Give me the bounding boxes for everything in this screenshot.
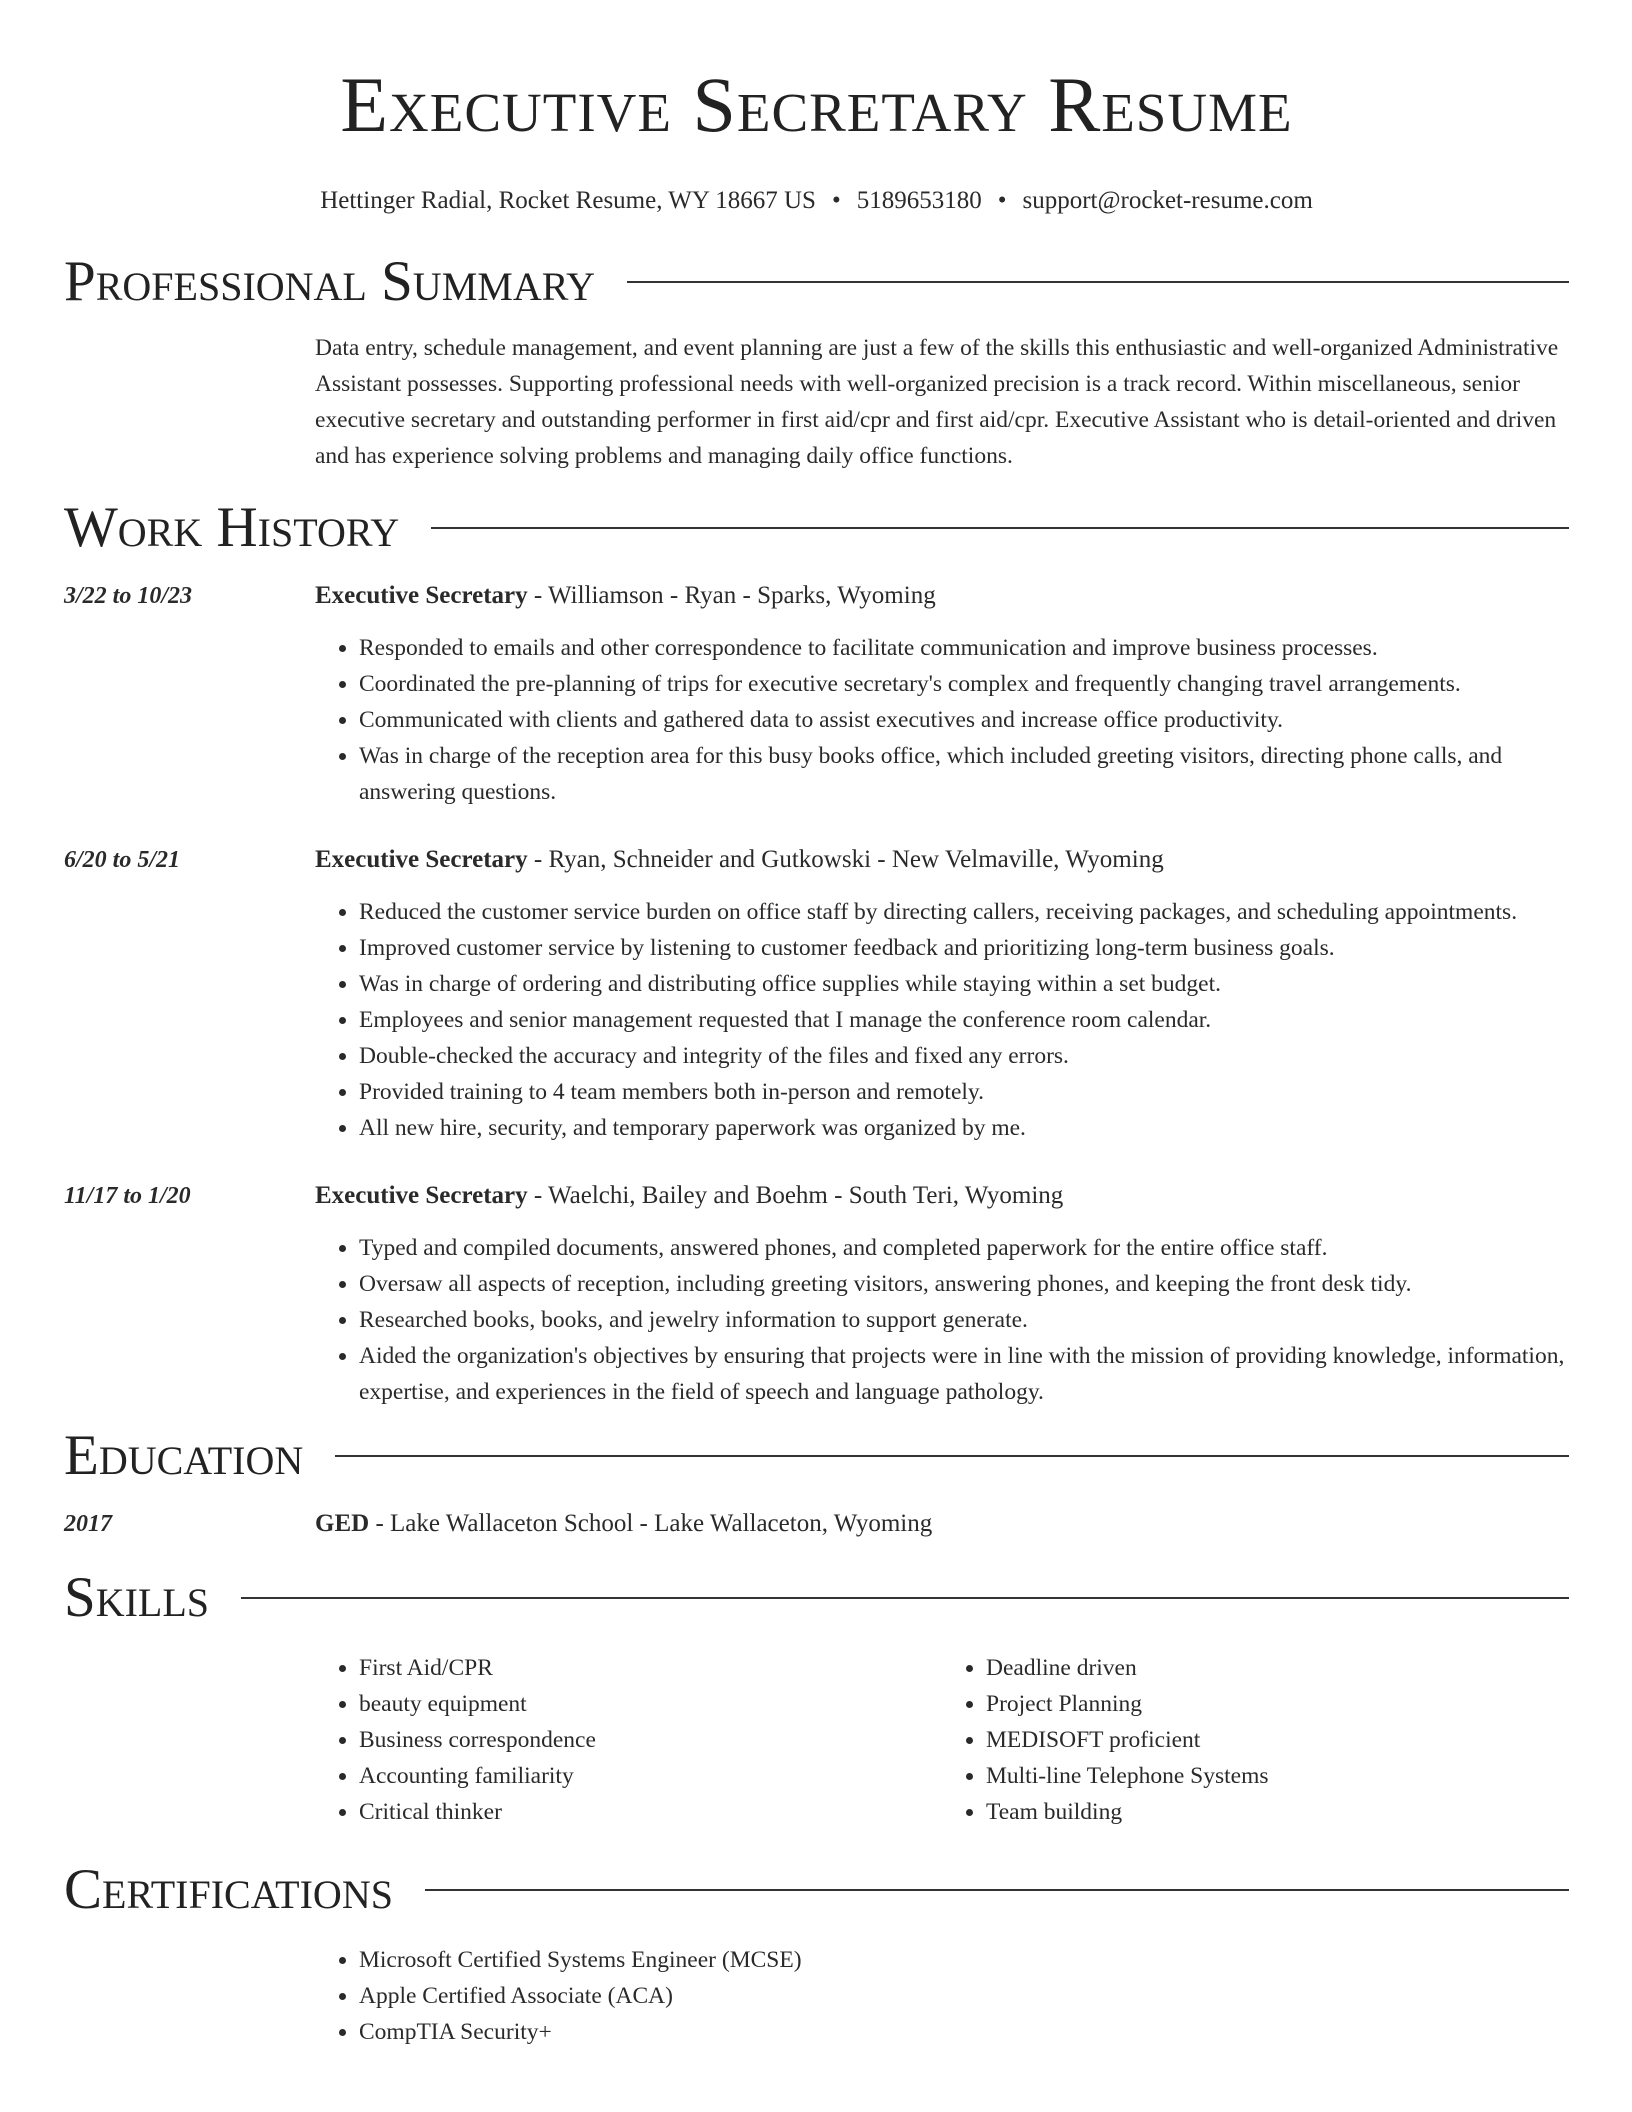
job-details <box>315 1178 1569 1410</box>
list-item: • Provided training to 4 team members both in-person and remotely. <box>359 1074 1569 1110</box>
list-item: • Employees and senior management requested that I manage the conference room calendar. <box>359 1002 1569 1038</box>
section-title: Education <box>64 1424 304 1487</box>
job-heading <box>315 578 1569 614</box>
section-header-education <box>64 1424 1569 1488</box>
section-divider <box>425 1889 1569 1891</box>
section-divider <box>431 527 1569 529</box>
job-dates: 11/17 to 1/20 <box>64 1183 191 1209</box>
summary-text: Data entry, schedule management, and event planning are just a few of the skills this enthusiastic and well-organized Administrative Assistant possesses. Supporting professional needs with well-organized precision is a track record. Within miscellaneous, senior executive secretary and outstanding performer in first aid/cpr and first aid/cpr. Executive Assistant who is detail-oriented and driven and has experience solving problems and managing daily office functions. <box>315 335 1559 469</box>
education-details <box>315 1506 1569 1542</box>
skill-item: • Team building <box>986 1794 1569 1830</box>
section-divider <box>241 1597 1569 1599</box>
contact-separator: • <box>831 187 841 214</box>
education-school: - Lake Wallaceton School - Lake Wallaceton, Wyoming <box>369 1510 933 1537</box>
education-entry <box>64 1506 1569 1542</box>
section-title: Skills <box>64 1566 210 1629</box>
skill-item: • Project Planning <box>986 1686 1569 1722</box>
job-bullets <box>315 894 1569 1146</box>
list-item: • Improved customer service by listening to customer feedback and prioritizing long-term business goals. <box>359 930 1569 966</box>
education-degree: GED <box>315 1510 370 1537</box>
skills-list <box>315 1650 1569 1830</box>
skill-item: • beauty equipment <box>359 1686 942 1722</box>
skill-item: • Critical thinker <box>359 1794 942 1830</box>
skill-item: • First Aid/CPR <box>359 1650 942 1686</box>
certifications-bullets <box>315 1942 1569 2050</box>
job-details <box>315 578 1569 810</box>
list-item: • Communicated with clients and gathered data to assist executives and increase office productivity. <box>359 702 1569 738</box>
section-title: Work History <box>64 496 400 559</box>
job-entry <box>64 578 1569 810</box>
job-title: Executive Secretary <box>315 582 528 609</box>
section-divider <box>335 1455 1569 1457</box>
certification-item: • Apple Certified Associate (ACA) <box>359 1978 1569 2014</box>
skills-column-left <box>315 1650 942 1830</box>
resume-title: Executive Secretary Resume <box>340 61 1293 148</box>
contact-email: support@rocket-resume.com <box>1022 187 1313 214</box>
section-title: Professional Summary <box>64 250 596 313</box>
contact-phone: 5189653180 <box>856 187 982 214</box>
list-item: • Researched books, books, and jewelry information to support generate. <box>359 1302 1569 1338</box>
certification-item: • Microsoft Certified Systems Engineer (MCSE) <box>359 1942 1569 1978</box>
section-header-summary <box>64 250 1569 314</box>
job-details <box>315 842 1569 1146</box>
job-title: Executive Secretary <box>315 1182 528 1209</box>
list-item: • Double-checked the accuracy and integrity of the files and fixed any errors. <box>359 1038 1569 1074</box>
skill-item: • Accounting familiarity <box>359 1758 942 1794</box>
skill-item: • Deadline driven <box>986 1650 1569 1686</box>
section-title: Certifications <box>64 1858 393 1921</box>
job-company: - Waelchi, Bailey and Boehm - South Teri, Wyoming <box>527 1182 1064 1209</box>
section-header-certifications <box>64 1858 1569 1922</box>
education-year: 2017 <box>64 1511 112 1537</box>
section-header-work-history <box>64 496 1569 560</box>
list-item: • Responded to emails and other correspondence to facilitate communication and improve business processes. <box>359 630 1569 666</box>
skill-item: • Multi-line Telephone Systems <box>986 1758 1569 1794</box>
list-item: • Oversaw all aspects of reception, including greeting visitors, answering phones, and keeping the front desk tidy. <box>359 1266 1569 1302</box>
job-title: Executive Secretary <box>315 846 528 873</box>
certifications-list <box>315 1942 1569 2050</box>
job-heading <box>315 842 1569 878</box>
education-heading <box>315 1506 1569 1542</box>
contact-separator: • <box>997 187 1007 214</box>
job-bullets <box>315 630 1569 810</box>
job-heading <box>315 1178 1569 1214</box>
list-item: • Typed and compiled documents, answered phones, and completed paperwork for the entire office staff. <box>359 1230 1569 1266</box>
contact-line <box>64 186 1569 216</box>
job-company: - Williamson - Ryan - Sparks, Wyoming <box>527 582 936 609</box>
skill-item: • Business correspondence <box>359 1722 942 1758</box>
list-item: • Was in charge of the reception area for this busy books office, which included greeting visitors, directing phone calls, and answering questions. <box>359 738 1569 810</box>
skill-item: • MEDISOFT proficient <box>986 1722 1569 1758</box>
certification-item: • CompTIA Security+ <box>359 2014 1569 2050</box>
job-dates: 3/22 to 10/23 <box>64 583 193 609</box>
list-item: • All new hire, security, and temporary paperwork was organized by me. <box>359 1110 1569 1146</box>
list-item: • Reduced the customer service burden on office staff by directing callers, receiving packages, and scheduling appointments. <box>359 894 1569 930</box>
skills-column-right <box>942 1650 1569 1830</box>
job-company: - Ryan, Schneider and Gutkowski - New Velmaville, Wyoming <box>527 846 1164 873</box>
job-bullets <box>315 1230 1569 1410</box>
section-divider <box>627 281 1569 283</box>
list-item: • Was in charge of ordering and distributing office supplies while staying within a set budget. <box>359 966 1569 1002</box>
contact-address: Hettinger Radial, Rocket Resume, WY 18667 US <box>320 187 816 214</box>
section-header-skills <box>64 1566 1569 1630</box>
list-item: • Coordinated the pre-planning of trips for executive secretary's complex and frequently changing travel arrangements. <box>359 666 1569 702</box>
job-entry <box>64 842 1569 1146</box>
job-dates: 6/20 to 5/21 <box>64 847 181 873</box>
job-entry <box>64 1178 1569 1410</box>
list-item: • Aided the organization's objectives by ensuring that projects were in line with the mission of providing knowledge, information, expertise, and experiences in the field of speech and language pathology. <box>359 1338 1569 1410</box>
